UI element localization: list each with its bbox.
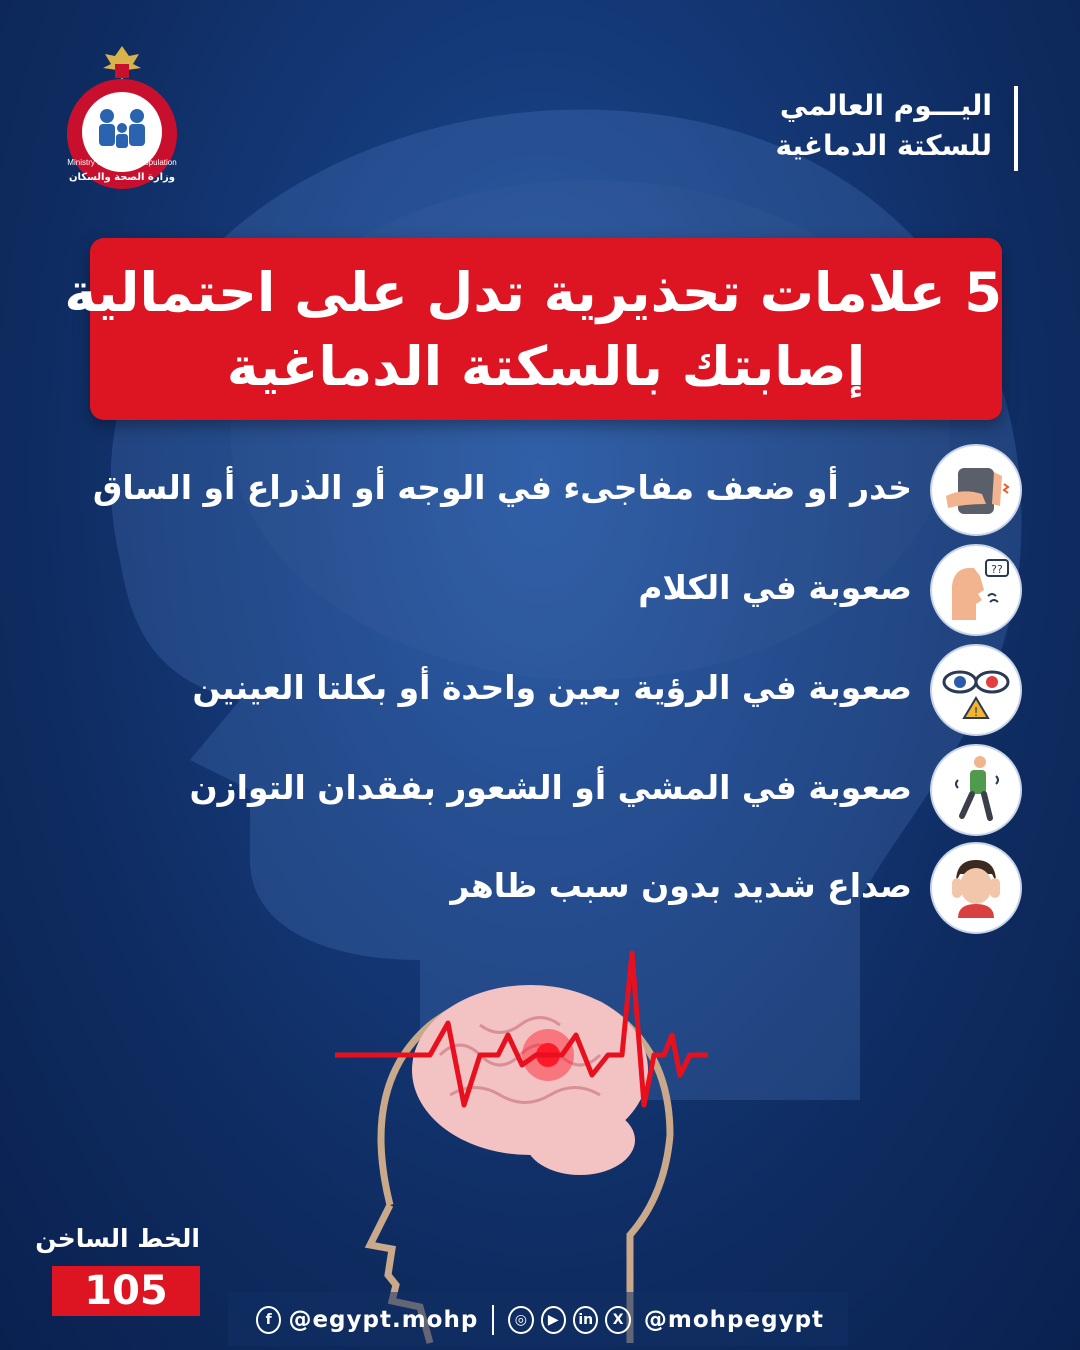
x-twitter-icon[interactable]: X — [605, 1306, 630, 1334]
warning-sign-item — [22, 842, 1022, 934]
svg-text:Ministry of Health & Populatio: Ministry of Health & Population — [67, 158, 177, 167]
warning-sign-item — [22, 444, 1022, 536]
instagram-icon[interactable]: ◎ — [508, 1306, 533, 1334]
hotline-box — [35, 1222, 200, 1316]
social-divider — [492, 1305, 494, 1335]
warning-sign-text: صعوبة في الكلام — [638, 568, 912, 607]
vision-problem-icon — [930, 644, 1022, 736]
facebook-handle[interactable]: @egypt.mohp — [288, 1307, 479, 1333]
ministry-logo — [55, 40, 190, 190]
svg-text:??: ?? — [991, 563, 1003, 576]
event-caption — [775, 86, 1018, 171]
hotline-label: الخط الساخن — [35, 1224, 200, 1253]
numbness-arm-icon — [930, 444, 1022, 536]
warning-sign-item — [22, 544, 1022, 636]
warning-sign-text: صعوبة في الرؤية بعين واحدة أو بكلتا العينين — [192, 668, 912, 707]
svg-text:!: ! — [973, 705, 979, 719]
warning-sign-item — [22, 744, 1022, 836]
walking-balance-icon — [930, 744, 1022, 836]
warning-sign-text: صعوبة في المشي أو الشعور بفقدان التوازن — [189, 768, 912, 807]
event-caption-line1: اليـــوم العالمي — [779, 89, 992, 122]
warning-sign-item — [22, 644, 1022, 736]
svg-text:وزارة الصحة والسكان: وزارة الصحة والسكان — [68, 172, 176, 183]
title-banner — [64, 238, 1002, 420]
speech-difficulty-icon — [930, 544, 1022, 636]
facebook-icon[interactable]: f — [256, 1306, 281, 1334]
headache-icon — [930, 842, 1022, 934]
warning-sign-text: خدر أو ضعف مفاجىء في الوجه أو الذراع أو الساق — [92, 468, 912, 507]
linkedin-icon[interactable]: in — [573, 1306, 598, 1334]
brain-heartbeat-illustration — [330, 945, 720, 1345]
event-caption-line2: للسكتة الدماغية — [775, 129, 992, 162]
social-media-bar — [228, 1292, 848, 1346]
youtube-icon[interactable]: ▶ — [541, 1306, 566, 1334]
brain-icon — [412, 985, 648, 1175]
title-line1: 5 علامات تحذيرية تدل على احتمالية — [64, 261, 1002, 324]
social-handle[interactable]: @mohpegypt — [643, 1307, 825, 1333]
eagle-emblem-icon — [103, 46, 141, 80]
warning-sign-text: صداع شديد بدون سبب ظاهر — [450, 866, 912, 905]
title-line2: إصابتك بالسكتة الدماغية — [226, 335, 866, 398]
hotline-number[interactable]: 105 — [52, 1266, 200, 1316]
